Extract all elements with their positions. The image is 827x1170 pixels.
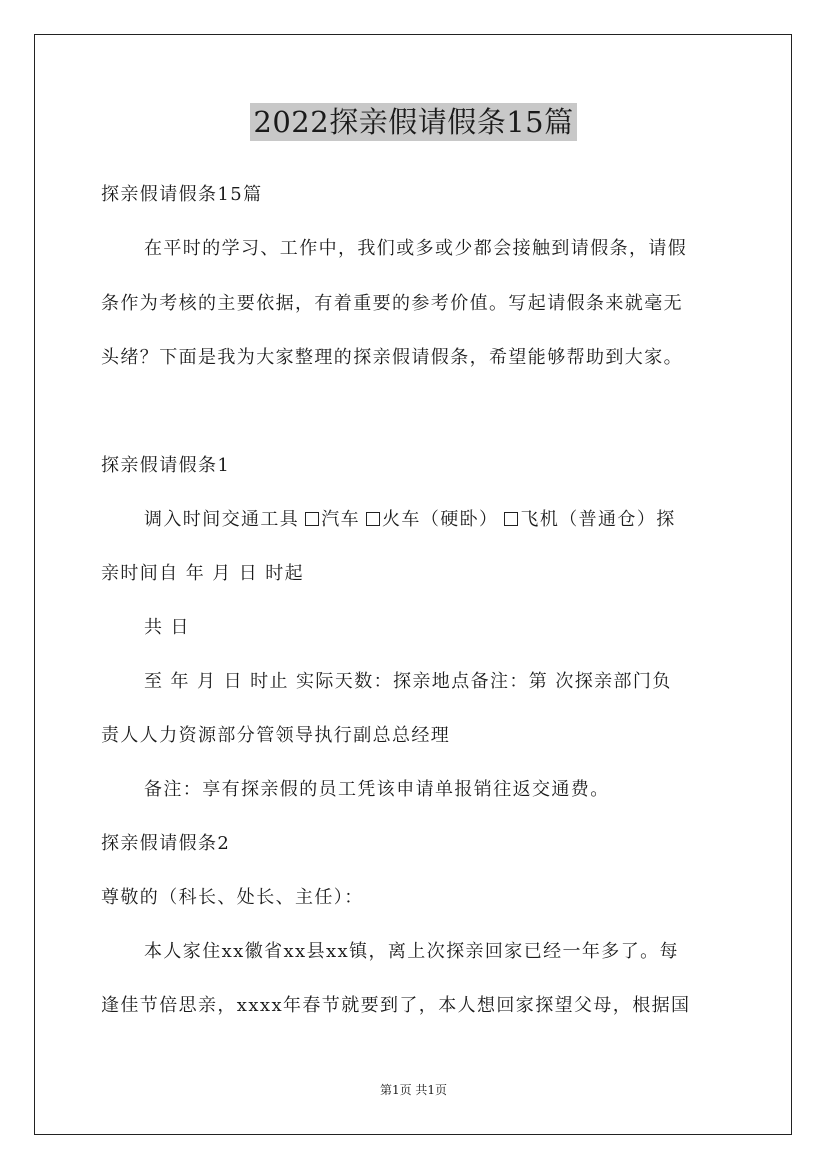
paragraph-line: 在平时的学习、工作中，我们或多或少都会接触到请假条，请假 (144, 238, 688, 259)
option-train-label: 火车（硬卧） (382, 509, 499, 530)
option-plane-label: 飞机（普通仓）探 (520, 509, 676, 530)
paragraph-line: 共 日 (144, 617, 190, 638)
document-title: 2022探亲假请假条15篇 (250, 103, 576, 141)
transport-line (144, 508, 734, 532)
page-footer: 第1页 共1页 (379, 1083, 448, 1097)
salutation: 尊敬的（科长、处长、主任）： (101, 887, 364, 908)
checkbox-bus[interactable] (305, 512, 319, 526)
paragraph-line: 条作为考核的主要依据，有着重要的参考价值。写起请假条来就毫无 (101, 293, 683, 314)
paragraph-line: 责人人力资源部分管领导执行副总总经理 (101, 725, 451, 746)
title-container (0, 103, 827, 141)
paragraph-line: 头绪？下面是我为大家整理的探亲假请假条，希望能够帮助到大家。 (101, 347, 683, 368)
paragraph-line: 亲时间自 年 月 日 时起 (101, 563, 305, 584)
option-bus-label: 汽车 (321, 509, 361, 530)
checkbox-train[interactable] (366, 512, 380, 526)
paragraph-line: 备注：享有探亲假的员工凭该申请单报销往返交通费。 (144, 779, 610, 800)
paragraph-line: 逢佳节倍思亲，xxxx年春节就要到了，本人想回家探望父母，根据国 (101, 995, 691, 1016)
section-heading: 探亲假请假条1 (101, 455, 231, 476)
transport-prefix: 调入时间交通工具 (144, 509, 300, 530)
paragraph-line: 本人家住xx徽省xx县xx镇，离上次探亲回家已经一年多了。每 (144, 941, 679, 962)
section-heading: 探亲假请假条2 (101, 833, 231, 854)
checkbox-plane[interactable] (504, 512, 518, 526)
paragraph-line: 至 年 月 日 时止 实际天数：探亲地点备注：第 次探亲部门负 (144, 671, 672, 692)
subtitle: 探亲假请假条15篇 (101, 184, 263, 205)
